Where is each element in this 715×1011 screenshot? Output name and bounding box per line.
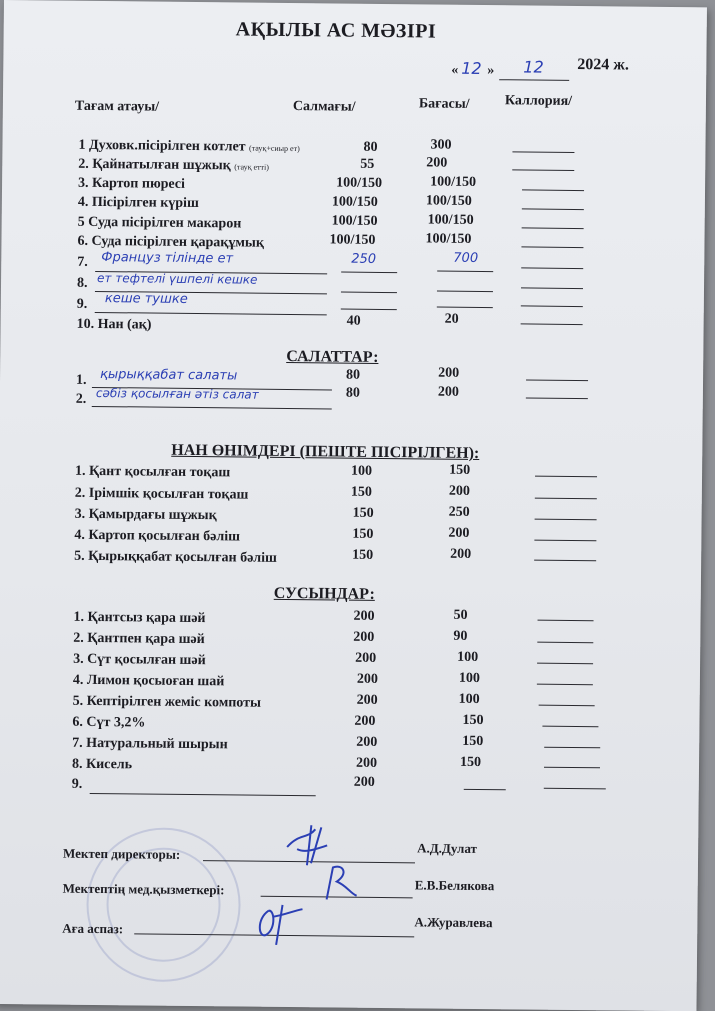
calorie-blank <box>534 540 596 542</box>
item-price: 200 <box>448 483 470 499</box>
header-weight: Салмағы/ <box>292 99 356 115</box>
name-blank <box>95 312 327 315</box>
item-weight: 200 <box>355 650 377 666</box>
item-price: 100 <box>458 691 480 708</box>
calorie-blank <box>535 519 597 521</box>
list-item: 4. Картоп қосылған бәліш <box>74 527 241 545</box>
salad-name-handwritten: қырыққабат салаты <box>100 367 238 384</box>
item-price: 100/150 <box>427 212 474 228</box>
calorie-blank <box>537 663 593 665</box>
item-name-handwritten: кеше тушке <box>104 291 188 307</box>
calorie-blank <box>521 287 583 289</box>
list-item: 5. Қырыққабат қосылған бәліш <box>74 548 277 566</box>
item-number: 8. <box>76 275 88 291</box>
calorie-blank <box>521 323 583 325</box>
item-weight: 80 <box>345 385 360 401</box>
calorie-blank <box>535 498 597 500</box>
calorie-blank <box>522 227 584 229</box>
item-weight: 80 <box>363 139 378 155</box>
drinks-heading: СУСЫНДАР: <box>273 584 375 603</box>
calorie-blank <box>534 560 596 562</box>
name-blank <box>92 406 332 410</box>
weight-blank <box>341 292 397 294</box>
list-item: 9. <box>71 776 83 792</box>
item-price: 200 <box>437 384 459 400</box>
calorie-blank <box>538 620 594 622</box>
calorie-blank <box>521 305 583 307</box>
item-price: 150 <box>462 733 484 750</box>
signature-chef <box>248 899 309 950</box>
list-item: 3. Картоп пюресі <box>78 175 186 192</box>
official-stamp-inner-ring <box>106 847 221 962</box>
calorie-blank <box>512 169 574 171</box>
item-price: 100/150 <box>425 193 472 209</box>
list-item: 1. Қантсыз қара шәй <box>73 609 206 627</box>
signature-name: Е.В.Белякова <box>414 877 495 894</box>
item-weight: 40 <box>346 313 361 329</box>
item-price: 150 <box>462 712 484 729</box>
weight-blank <box>341 272 397 274</box>
date-month-underline <box>499 79 569 81</box>
signature-name: А.Д.Дулат <box>417 840 478 856</box>
date-open-quote: « <box>451 62 459 78</box>
item-price: 200 <box>448 525 470 541</box>
item-name-handwritten: ет тефтелі үшпелі кешке <box>97 270 258 287</box>
item-price: 300 <box>430 137 452 153</box>
item-price: 200 <box>426 155 448 171</box>
item-weight: 200 <box>356 671 378 687</box>
item-weight: 150 <box>352 505 374 521</box>
signature-medical <box>313 859 363 904</box>
header-name: Тағам атауы/ <box>74 98 160 115</box>
date-day-handwritten: 12 <box>461 58 482 79</box>
signature-role: Мектептің мед.қызметкері: <box>62 880 225 898</box>
item-weight: 100/150 <box>329 232 376 248</box>
list-item: 4. Лимон қосыоған шай <box>72 672 225 690</box>
item-price: 20 <box>444 311 459 327</box>
price-blank <box>437 271 493 273</box>
item-price: 200 <box>438 365 460 381</box>
price-blank <box>464 789 506 790</box>
list-item: 4. Пісірілген күріш <box>77 194 199 212</box>
item-weight: 100/150 <box>331 194 378 210</box>
item-weight: 100 <box>351 463 373 479</box>
name-blank <box>90 793 316 796</box>
item-weight: 150 <box>350 484 372 500</box>
list-item: 2. Қайнатылған шұжық (тауқ етті) <box>78 156 270 174</box>
calorie-blank <box>521 267 583 269</box>
list-item: 1 Духовк.пісірілген котлет (тауқ+сиыр ет) <box>78 137 300 155</box>
item-weight: 200 <box>356 692 378 708</box>
list-item: 5 Суда пісірілген макарон <box>77 214 242 232</box>
list-item: 3. Сүт қосылған шәй <box>73 651 206 669</box>
item-weight: 200 <box>353 608 375 624</box>
calorie-blank <box>526 397 588 399</box>
header-calories: Каллория/ <box>504 93 573 109</box>
item-number: 1. <box>75 372 87 388</box>
calorie-blank <box>544 767 600 769</box>
item-weight: 200 <box>354 713 376 729</box>
date-month-handwritten: 12 <box>523 57 544 77</box>
signature-role: Аға аспаз: <box>62 920 124 937</box>
list-item: 7. Натуральный шырын <box>72 735 228 753</box>
calorie-blank <box>521 246 583 248</box>
item-weight: 100/150 <box>331 213 378 229</box>
list-item: 5. Кептірілген жеміс компоты <box>72 693 262 711</box>
calorie-blank <box>537 642 593 644</box>
item-price: 100/150 <box>430 174 477 190</box>
calorie-blank <box>537 684 593 686</box>
item-number: 2. <box>75 391 87 407</box>
calorie-blank <box>512 151 574 153</box>
bakery-heading: НАН ӨНІМДЕРІ (ПЕШТЕ ПІСІРІЛГЕН): <box>171 441 480 463</box>
item-number: 7. <box>77 254 88 270</box>
item-price: 250 <box>448 504 470 520</box>
item-weight: 80 <box>346 367 361 383</box>
header-price: Бағасы/ <box>418 96 470 112</box>
signature-role: Мектеп директоры: <box>62 845 181 862</box>
item-weight: 55 <box>360 156 375 172</box>
calorie-blank <box>526 379 588 381</box>
item-price: 100 <box>457 649 479 666</box>
list-item: 3. Қамырдағы шұжық <box>74 506 217 524</box>
item-price: 100 <box>458 670 480 687</box>
item-weight: 150 <box>352 547 374 563</box>
item-weight: 200 <box>355 755 378 771</box>
item-weight: 150 <box>352 526 374 542</box>
salad-name-handwritten: сәбіз қосылған әтіз салат <box>95 385 259 402</box>
price-blank <box>437 291 493 293</box>
list-item: 10. Нан (ақ) <box>76 316 152 333</box>
calorie-blank <box>544 788 606 790</box>
item-weight: 200 <box>353 629 375 645</box>
price-blank <box>437 307 493 309</box>
item-weight: 100/150 <box>336 175 383 191</box>
calorie-blank <box>544 747 600 749</box>
item-weight-handwritten: 250 <box>351 251 377 267</box>
date-year: 2024 ж. <box>577 56 630 74</box>
calorie-blank <box>522 189 584 191</box>
signature-name: А.Журавлева <box>414 914 493 931</box>
item-weight: 200 <box>353 774 375 790</box>
calorie-blank <box>535 476 597 478</box>
document-title: АҚЫЛЫ АС МӘЗІРІ <box>235 18 437 43</box>
list-item: 8. Кисель <box>71 756 133 773</box>
item-price: 150 <box>459 754 482 771</box>
item-price: 150 <box>449 462 471 478</box>
list-item: 1. Қант қосылған тоқаш <box>74 463 231 481</box>
calorie-blank <box>542 726 598 728</box>
weight-blank <box>341 309 397 311</box>
calorie-blank <box>522 208 584 210</box>
item-price: 50 <box>453 607 468 623</box>
date-close-quote: » <box>487 63 495 79</box>
item-price-handwritten: 700 <box>453 250 479 266</box>
list-item: 6. Сүт 3,2% <box>72 714 146 731</box>
item-number: 9. <box>76 296 88 312</box>
item-price: 200 <box>450 546 472 562</box>
item-name-handwritten: Француз тілінде ет <box>101 250 234 267</box>
calorie-blank <box>539 705 595 707</box>
list-item: 2. Қантпен қара шәй <box>73 630 205 648</box>
item-weight: 200 <box>356 734 378 750</box>
item-price: 90 <box>453 628 468 644</box>
salads-heading: САЛАТТАР: <box>286 347 379 366</box>
list-item: 6. Суда пісірілген қарақұмық <box>77 233 265 251</box>
item-price: 100/150 <box>425 231 472 247</box>
list-item: 2. Ірімшік қосылған тоқаш <box>74 485 249 503</box>
